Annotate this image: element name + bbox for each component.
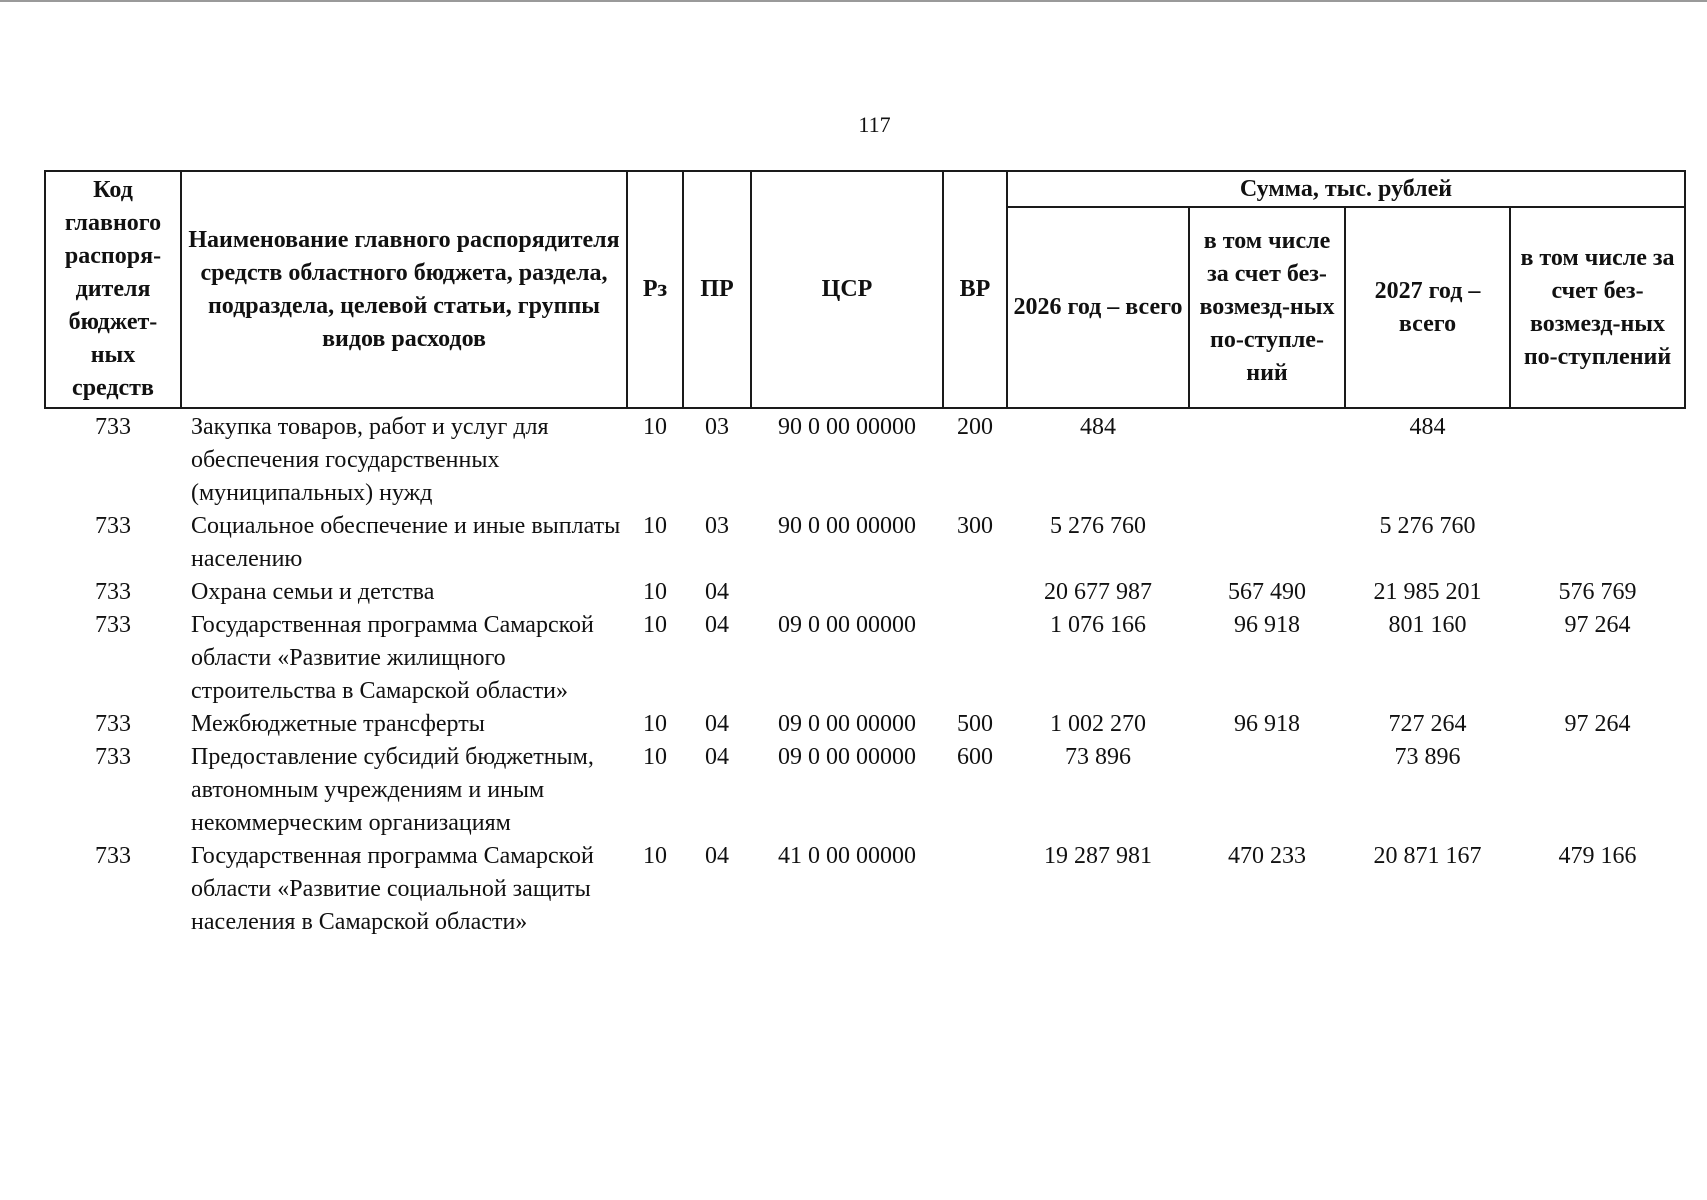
cell-2027-total: 801 160 [1388,612,1467,638]
table-header [45,171,1685,408]
header-name: Наименование главного распорядителя средств областного бюджета, раздела, подраздела, целевой статьи, группы видов расходов [181,171,627,408]
cell-vr: 500 [957,711,993,737]
cell-rz: 10 [643,513,667,539]
cell-2026-total: 484 [1080,414,1116,440]
cell-2026-free: 567 490 [1228,579,1306,605]
cell-pr: 03 [705,414,729,440]
table-row [45,408,1685,510]
cell-csr: 90 0 00 00000 [778,414,916,440]
cell-code: 733 [95,513,131,539]
cell-vr [943,576,1007,609]
cell-2026-free: 470 233 [1228,843,1306,869]
cell-code: 733 [95,843,131,869]
cell-2027-free: 97 264 [1564,711,1631,737]
cell-2026-free [1189,408,1345,510]
cell-2027-total: 484 [1409,414,1446,440]
cell-rz: 10 [643,612,667,638]
cell-2027-total: 727 264 [1388,711,1467,737]
cell-csr: 90 0 00 00000 [778,513,916,539]
cell-2027-free: 97 264 [1564,612,1631,638]
table-row [45,510,1685,576]
cell-2027-free [1510,408,1685,510]
cell-rz: 10 [643,711,667,737]
table-row [45,609,1685,708]
budget-table [44,170,1686,939]
cell-csr: 09 0 00 00000 [778,612,916,638]
cell-code: 733 [95,744,131,770]
header-pr: ПР [683,171,751,408]
cell-vr [943,840,1007,939]
cell-code: 733 [95,711,131,737]
cell-2027-free [1510,510,1685,576]
cell-2026-free: 96 918 [1234,612,1300,638]
cell-2027-free: 479 166 [1558,843,1637,869]
cell-2027-free: 576 769 [1558,579,1637,605]
cell-csr [751,576,943,609]
cell-code: 733 [95,414,131,440]
cell-2026-total: 20 677 987 [1044,579,1152,605]
cell-2026-free [1189,510,1345,576]
header-vr: ВР [943,171,1007,408]
cell-vr: 600 [957,744,993,770]
cell-name: Государственная программа Самарской области «Развитие социальной защиты населения в Самарской области» [191,843,594,935]
cell-csr: 09 0 00 00000 [778,711,916,737]
cell-pr: 04 [705,579,729,605]
cell-2027-total: 20 871 167 [1373,843,1482,869]
table-row [45,840,1685,939]
cell-2027-total: 73 896 [1394,744,1461,770]
cell-2026-total: 1 002 270 [1050,711,1146,737]
cell-vr [943,609,1007,708]
cell-rz: 10 [643,414,667,440]
header-code: Код главного распоря-дителя бюджет-ных средств [45,171,181,408]
cell-csr: 09 0 00 00000 [778,744,916,770]
cell-code: 733 [95,579,131,605]
cell-rz: 10 [643,579,667,605]
cell-2026-free: 96 918 [1234,711,1300,737]
cell-name: Социальное обеспечение и иные выплаты населению [191,513,621,572]
cell-name: Предоставление субсидий бюджетным, автономным учреждениям и иным некоммерческим организациям [191,744,594,836]
cell-2026-total: 73 896 [1065,744,1131,770]
cell-name: Межбюджетные трансферты [191,711,485,737]
cell-2026-total: 5 276 760 [1050,513,1146,539]
page-top-border [0,0,1707,2]
cell-2027-total: 5 276 760 [1379,513,1476,539]
cell-pr: 04 [705,744,729,770]
cell-pr: 03 [705,513,729,539]
cell-vr: 200 [957,414,993,440]
page-number [0,112,1707,138]
cell-2026-total: 1 076 166 [1050,612,1146,638]
header-sum: Сумма, тыс. рублей [1007,171,1685,207]
cell-pr: 04 [705,711,729,737]
page-number-text: 117 [858,112,891,137]
cell-pr: 04 [705,612,729,638]
cell-name: Государственная программа Самарской области «Развитие жилищного строительства в Самарской области» [191,612,594,704]
cell-rz: 10 [643,744,667,770]
cell-name: Охрана семьи и детства [191,579,435,605]
table-row [45,576,1685,609]
cell-2027-total: 21 985 201 [1373,579,1482,605]
cell-2027-free [1510,741,1685,840]
cell-2026-total: 19 287 981 [1044,843,1152,869]
header-2027-total: 2027 год – всего [1345,207,1510,408]
cell-vr: 300 [957,513,993,539]
cell-code: 733 [95,612,131,638]
cell-2026-free [1189,741,1345,840]
header-rz: Рз [627,171,683,408]
table-row [45,741,1685,840]
cell-name: Закупка товаров, работ и услуг для обеспечения государственных (муниципальных) нужд [191,414,549,506]
cell-pr: 04 [705,843,729,869]
cell-rz: 10 [643,843,667,869]
header-2026-free: в том числе за счет без-возмезд-ных по-ступле-ний [1189,207,1345,408]
table-body [45,408,1685,939]
table-row [45,708,1685,741]
header-2026-total: 2026 год – всего [1007,207,1189,408]
header-csr: ЦСР [751,171,943,408]
cell-csr: 41 0 00 00000 [778,843,916,869]
header-2027-free: в том числе за счет без-возмезд-ных по-ступлений [1510,207,1685,408]
